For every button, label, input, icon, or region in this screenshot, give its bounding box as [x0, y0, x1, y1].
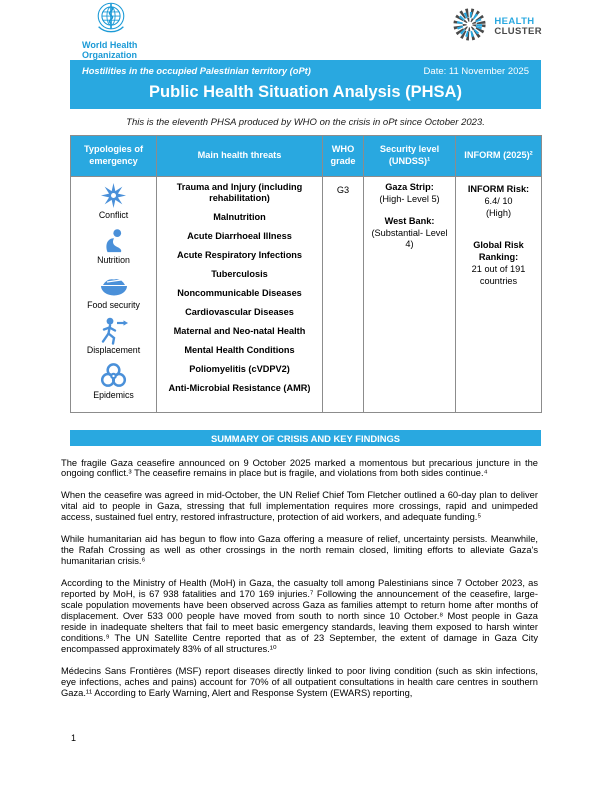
table-header-3: Security level (UNDSS)¹ [364, 136, 456, 177]
who-emblem-icon [82, 2, 128, 40]
inform-entry [459, 240, 538, 288]
inform-value: 21 out of 191 countries [471, 263, 526, 286]
edition-note: This is the eleventh PHSA produced by WHO on the crisis in oPt since October 2023. [126, 117, 485, 128]
summary-heading: SUMMARY OF CRISIS AND KEY FINDINGS [70, 430, 541, 446]
health-cluster-swirl-icon [451, 6, 488, 48]
typology-item [74, 227, 153, 265]
health-threat-item: Maternal and Neo-natal Health [173, 326, 306, 337]
displacement-icon [99, 317, 129, 344]
emergency-overview-table [70, 135, 542, 413]
logos-row [0, 0, 612, 60]
who-grade-cell [323, 177, 364, 413]
health-threat-item: Cardiovascular Diseases [185, 307, 294, 318]
summary-paragraph: While humanitarian aid has begun to flow into Gaza offering a measure of relief, uncertainty persists. Meanwhile, the Rafah Crossing as well as other crossings in the north remain closed, limiting efforts to alleviate Gaza's humanitarian crisis.⁶ [61, 534, 538, 567]
banner-date: Date: 11 November 2025 [423, 66, 529, 77]
who-logo [82, 2, 137, 60]
typology-item [74, 272, 153, 310]
summary-paragraph: According to the Ministry of Health (MoH) in Gaza, the casualty toll among Palestinians since 7 October 2023, as reported by MoH, is 67 938 fatalities and 170 169 injuries.⁷ Following the announcement of the ceasefire, large-scale population movements have been observed across Gaza as families attempt to return home after months of displacement. Over 533 000 people have moved from south to north since 10 October.⁸ Most people in Gaza reside in inadequate shelters that fail to meet basic emergency standards, leaving them exposed to harsh winter conditions.⁹ The UN Satellite Centre reported that as of 23 September, the extent of damage in Gaza City encompassed approximately 83% of all structures.¹⁰ [61, 578, 538, 655]
epidemics-icon [99, 362, 128, 389]
table-header-1: Main health threats [157, 136, 323, 177]
typology-label: Epidemics [93, 390, 134, 400]
nutrition-icon [101, 227, 127, 254]
table-body-row [71, 177, 542, 413]
inform-entry [459, 184, 538, 220]
who-logo-line1: World Health [82, 40, 138, 50]
threats-cell [157, 177, 323, 413]
health-cluster-line1: HEALTH [494, 15, 535, 27]
typologies-cell [71, 177, 157, 413]
security-region-label: West Bank: [384, 216, 435, 226]
health-threat-item: Trauma and Injury (including rehabilitation) [176, 182, 303, 203]
food-security-icon [99, 272, 129, 299]
typology-label: Conflict [98, 210, 129, 220]
typology-item [74, 362, 153, 400]
inform-value: (High) [485, 207, 511, 218]
banner-subtitle: Hostilities in the occupied Palestinian territory (oPt) [82, 66, 311, 76]
security-level-value: (Substantial- Level 4) [371, 227, 448, 249]
summary-paragraph: Médecins Sans Frontières (MSF) report diseases directly linked to poor living condition (such as skin infections, eye infections, aches and pains) account for 70% of all outpatient consultations in health care centres in southern Gaza.¹¹ According to Early Warning, Alert and Response System (EWARS) reporting, [61, 666, 538, 698]
banner-top-row [82, 66, 529, 77]
page-title: Public Health Situation Analysis (PHSA) [149, 83, 462, 101]
inform-cell [456, 177, 542, 413]
who-logo-line2: Organization [82, 49, 138, 60]
security-level-value: (High- Level 5) [379, 193, 440, 204]
health-cluster-line2: CLUSTER [494, 26, 542, 37]
typology-item [74, 317, 153, 355]
table-header-row [71, 136, 542, 177]
table-header-0: Typologies of emergency [71, 136, 157, 177]
health-threat-item: Poliomyelitis (cVDPV2) [189, 364, 290, 375]
typology-label: Displacement [86, 345, 141, 355]
security-level-entry [367, 182, 452, 205]
health-threat-item: Malnutrition [213, 211, 266, 222]
security-level-cell [364, 177, 456, 413]
health-cluster-logo [451, 6, 542, 48]
health-threat-item: Tuberculosis [211, 268, 268, 279]
inform-label: Global Risk Ranking: [473, 239, 524, 262]
summary-paragraphs [0, 446, 612, 699]
typology-label: Food security [87, 300, 140, 310]
health-threat-item: Acute Diarrhoeal Illness [187, 230, 292, 241]
health-threat-item: Noncommunicable Diseases [177, 287, 302, 298]
who-logo-text [82, 41, 137, 60]
page-number: 1 [71, 733, 77, 743]
table-header-2: WHO grade [323, 136, 364, 177]
health-threat-item: Mental Health Conditions [184, 345, 295, 356]
security-level-entry [367, 216, 452, 251]
security-region-label: Gaza Strip: [385, 182, 434, 192]
table-header-4: INFORM (2025)² [456, 136, 542, 177]
health-threat-item: Anti-Microbial Resistance (AMR) [168, 383, 311, 394]
spacer [459, 224, 538, 238]
inform-value: 6.4/ 10 [484, 195, 513, 206]
title-banner [70, 60, 541, 109]
conflict-icon [100, 182, 127, 209]
health-cluster-text [494, 17, 542, 38]
typology-item [74, 182, 153, 220]
summary-paragraph: The fragile Gaza ceasefire announced on 9 October 2025 marked a momentous but precarious juncture in the ongoing conflict.³ The ceasefire remains in place but is fragile, and violations from both sides continue.⁴ [61, 457, 538, 479]
health-threat-item: Acute Respiratory Infections [176, 249, 303, 260]
who-grade-value: G3 [336, 185, 350, 195]
inform-label: INFORM Risk: [467, 184, 530, 194]
typology-label: Nutrition [97, 255, 130, 265]
summary-paragraph: When the ceasefire was agreed in mid-October, the UN Relief Chief Tom Fletcher outlined a 60-day plan to deliver vital aid to people in Gaza, stressing that full implementation requires more crossings, rapid and unimpeded access, sustained fuel entry, restored infrastructure, protection of aid workers, and adequate funding.⁵ [61, 490, 538, 523]
